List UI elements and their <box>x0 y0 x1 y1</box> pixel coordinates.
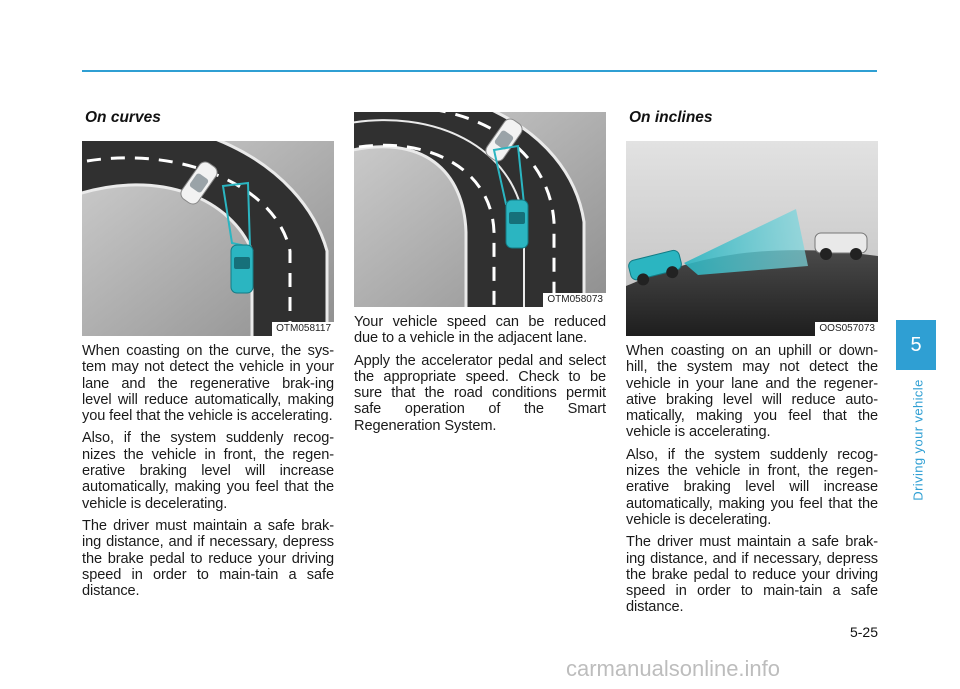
paragraph: The driver must maintain a safe brak-ing distance, and if necessary, depress the brake pedal to reduce your driving speed in order to main-tain a safe distance. <box>626 534 878 616</box>
chapter-side-label <box>908 380 928 500</box>
figure-code: OOS057073 <box>815 322 878 336</box>
column-on-inclines <box>626 108 878 616</box>
curve-road-illustration <box>82 141 334 336</box>
paragraph: Also, if the system suddenly recog-nizes the vehicle in front, the regen-erative braking level will increase automatically, making you feel that the vehicle is decelerating. <box>626 446 878 528</box>
paragraph: Your vehicle speed can be reduced due to a vehicle in the adjacent lane. <box>354 314 606 347</box>
section-heading-on-curves: On curves <box>85 109 161 126</box>
paragraph: The driver must maintain a safe brak-ing distance, and if necessary, depress the brake pedal to reduce your driving speed in order to main-tain a safe distance. <box>82 517 334 600</box>
figure-adjacent-lane <box>354 112 606 307</box>
paragraph: When coasting on the curve, the sys-tem may not detect the vehicle in your lane and the regenerative brak-ing level will reduce automatically, making you feel that the vehicle is accelerating. <box>82 343 334 425</box>
column-on-curves <box>82 108 334 599</box>
two-lane-curve-illustration <box>354 112 606 307</box>
paragraph: Also, if the system suddenly recog-nizes the vehicle in front, the regen-erative braking level will increase automatically, making you feel that the vehicle is decelerating. <box>82 430 334 512</box>
section-heading-on-inclines: On inclines <box>629 109 713 126</box>
watermark: carmanualsonline.info <box>566 656 781 681</box>
figure-on-curves <box>82 141 334 336</box>
paragraph: When coasting on an uphill or down-hill, the system may not detect the vehicle in your lane and the regener-ative braking level will reduce auto-matically, making you feel that the vehicle is accelerating. <box>626 343 878 441</box>
page-number: 5-25 <box>849 624 878 640</box>
paragraph: Apply the accelerator pedal and select the appropriate speed. Check to be sure that the road conditions permit safe operation of the Smart Regeneration System. <box>354 352 606 434</box>
chapter-title: Driving your vehicle <box>910 379 926 501</box>
column-adjacent-lane <box>354 112 606 434</box>
figure-code: OTM058117 <box>272 322 334 336</box>
hill-illustration <box>626 141 878 336</box>
figure-on-inclines <box>626 141 878 336</box>
header-rule <box>82 70 877 72</box>
figure-code: OTM058073 <box>543 293 606 307</box>
chapter-tab: 5 <box>896 320 936 370</box>
